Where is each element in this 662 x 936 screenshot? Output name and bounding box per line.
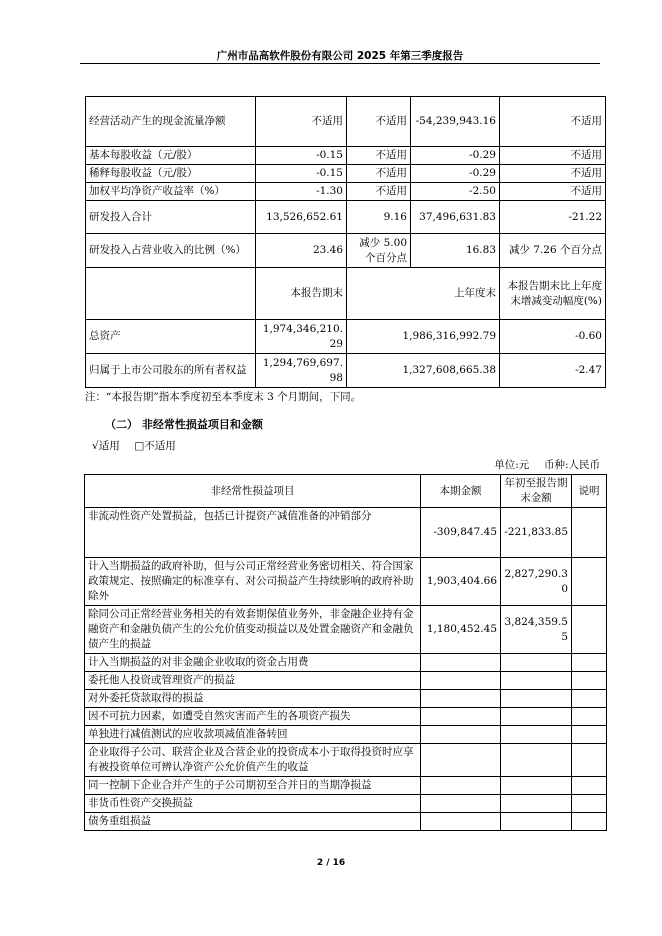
cell-value: 37,496,631.83 <box>411 201 500 234</box>
column-header: 本期金额 <box>421 475 501 508</box>
row-label: 研发投入合计 <box>86 201 256 234</box>
cell-value: 减少 7.26 个百分点 <box>500 234 606 268</box>
current-amount: -309,847.45 <box>421 508 501 558</box>
description <box>572 726 607 744</box>
financial-indicators-table <box>85 96 606 388</box>
current-amount <box>421 726 501 744</box>
column-header: 说明 <box>572 475 607 508</box>
table-note: 注：“本报告期”指本季度初至本季度末 3 个月期间，下同。 <box>85 391 362 403</box>
table-row <box>86 201 606 234</box>
item-label: 非流动性资产处置损益，包括已计提资产减值准备的冲销部分 <box>85 508 421 558</box>
item-label: 委托他人投资或管理资产的损益 <box>85 672 421 690</box>
item-label: 因不可抗力因素，如遭受自然灾害而产生的各项资产损失 <box>85 708 421 726</box>
table-row <box>85 606 607 654</box>
cell-value: 9.16 <box>347 201 411 234</box>
table-row <box>85 813 607 831</box>
table-subheader-row <box>86 268 606 320</box>
cell-value: 不适用 <box>500 147 606 165</box>
row-label: 经营活动产生的现金流量净额 <box>86 97 256 147</box>
row-label: 研发投入占营业收入的比例（%） <box>86 234 256 268</box>
item-label: 债务重组损益 <box>85 813 421 831</box>
item-label: 同一控制下企业合并产生的子公司期初至合并日的当期净损益 <box>85 777 421 795</box>
empty-cell <box>86 268 256 320</box>
cell-value: 不适用 <box>500 183 606 201</box>
description <box>572 654 607 672</box>
cell-value: -54,239,943.16 <box>411 97 500 147</box>
cell-value: 16.83 <box>411 234 500 268</box>
table-row <box>85 690 607 708</box>
table-row <box>86 183 606 201</box>
table-row <box>86 147 606 165</box>
current-amount: 1,903,404.66 <box>421 558 501 606</box>
current-amount <box>421 708 501 726</box>
cell-value: 1,986,316,992.79 <box>347 320 500 354</box>
table-row <box>85 726 607 744</box>
unit-line <box>494 457 600 472</box>
applicability-options <box>92 438 176 453</box>
cell-value: 1,294,769,697.98 <box>256 354 347 388</box>
ytd-amount <box>501 654 572 672</box>
table-row <box>85 672 607 690</box>
table-row <box>86 320 606 354</box>
cell-value: -21.22 <box>500 201 606 234</box>
ytd-amount: 2,827,290.30 <box>501 558 572 606</box>
cell-value: -1.30 <box>256 183 347 201</box>
item-label: 非货币性资产交换损益 <box>85 795 421 813</box>
page-number: 2 / 16 <box>316 858 346 868</box>
current-amount <box>421 690 501 708</box>
cell-value: 不适用 <box>500 165 606 183</box>
item-label: 除同公司正常经营业务相关的有效套期保值业务外，非金融企业持有金融资产和金融负债产生的公允价值变动损益以及处置金融资产和金融负债产生的损益 <box>85 606 421 654</box>
cell-value: -0.29 <box>411 165 500 183</box>
table-row <box>85 508 607 558</box>
ytd-amount <box>501 690 572 708</box>
description <box>572 508 607 558</box>
cell-value: 23.46 <box>256 234 347 268</box>
description <box>572 777 607 795</box>
row-label: 基本每股收益（元/股） <box>86 147 256 165</box>
cell-value: -0.29 <box>411 147 500 165</box>
table-row <box>86 165 606 183</box>
ytd-amount <box>501 726 572 744</box>
cell-value: 不适用 <box>500 97 606 147</box>
column-header: 本报告期末 <box>256 268 347 320</box>
current-amount <box>421 744 501 777</box>
description <box>572 744 607 777</box>
item-label: 单独进行减值测试的应收款项减值准备转回 <box>85 726 421 744</box>
description <box>572 795 607 813</box>
not-applicable-unchecked: □不适用 <box>134 440 176 452</box>
header-divider <box>80 63 600 64</box>
applicable-checked: √适用 <box>92 440 120 452</box>
page-header: 广州市品高软件股份有限公司 2025 年第三季度报告 <box>216 50 464 62</box>
description <box>572 708 607 726</box>
ytd-amount <box>501 795 572 813</box>
table-header-row <box>85 475 607 508</box>
column-header: 上年度末 <box>347 268 500 320</box>
table-row <box>86 97 606 147</box>
cell-value: -2.47 <box>500 354 606 388</box>
current-amount <box>421 777 501 795</box>
column-header: 非经常性损益项目 <box>85 475 421 508</box>
cell-value: 不适用 <box>347 147 411 165</box>
description <box>572 690 607 708</box>
table-row <box>85 558 607 606</box>
cell-value: 13,526,652.61 <box>256 201 347 234</box>
cell-value: 减少 5.00 个百分点 <box>347 234 411 268</box>
table-row <box>86 234 606 268</box>
ytd-amount: 3,824,359.55 <box>501 606 572 654</box>
cell-value: -2.50 <box>411 183 500 201</box>
ytd-amount: -221,833.85 <box>501 508 572 558</box>
current-amount: 1,180,452.45 <box>421 606 501 654</box>
table-row <box>85 744 607 777</box>
cell-value: -0.60 <box>500 320 606 354</box>
current-amount <box>421 654 501 672</box>
unit-label: 单位:元 <box>494 459 530 471</box>
table-row <box>85 708 607 726</box>
current-amount <box>421 672 501 690</box>
cell-value: 1,974,346,210.29 <box>256 320 347 354</box>
cell-value: 不适用 <box>347 97 411 147</box>
item-label: 计入当期损益的对非金融企业收取的资金占用费 <box>85 654 421 672</box>
cell-value: 不适用 <box>347 165 411 183</box>
table-row <box>86 354 606 388</box>
column-header: 年初至报告期末金额 <box>501 475 572 508</box>
ytd-amount <box>501 708 572 726</box>
ytd-amount <box>501 813 572 831</box>
item-label: 对外委托贷款取得的损益 <box>85 690 421 708</box>
table-row <box>85 795 607 813</box>
cell-value: -0.15 <box>256 165 347 183</box>
current-amount <box>421 813 501 831</box>
currency-label: 币种:人民币 <box>543 459 600 471</box>
ytd-amount <box>501 777 572 795</box>
row-label: 归属于上市公司股东的所有者权益 <box>86 354 256 388</box>
ytd-amount <box>501 672 572 690</box>
description <box>572 558 607 606</box>
table-row <box>85 654 607 672</box>
description <box>572 606 607 654</box>
row-label: 稀释每股收益（元/股） <box>86 165 256 183</box>
row-label: 加权平均净资产收益率（%） <box>86 183 256 201</box>
item-label: 企业取得子公司、联营企业及合营企业的投资成本小于取得投资时应享有被投资单位可辨认净资产公允价值产生的收益 <box>85 744 421 777</box>
cell-value: -0.15 <box>256 147 347 165</box>
cell-value: 不适用 <box>347 183 411 201</box>
ytd-amount <box>501 744 572 777</box>
description <box>572 813 607 831</box>
cell-value: 不适用 <box>256 97 347 147</box>
row-label: 总资产 <box>86 320 256 354</box>
description <box>572 672 607 690</box>
column-header: 本报告期末比上年度末增减变动幅度(%) <box>500 268 606 320</box>
item-label: 计入当期损益的政府补助，但与公司正常经营业务密切相关、符合国家政策规定、按照确定的标准享有、对公司损益产生持续影响的政府补助除外 <box>85 558 421 606</box>
cell-value: 1,327,608,665.38 <box>347 354 500 388</box>
section-title: （二） 非经常性损益项目和金额 <box>105 418 263 431</box>
current-amount <box>421 795 501 813</box>
non-recurring-items-table <box>84 474 607 831</box>
table-row <box>85 777 607 795</box>
